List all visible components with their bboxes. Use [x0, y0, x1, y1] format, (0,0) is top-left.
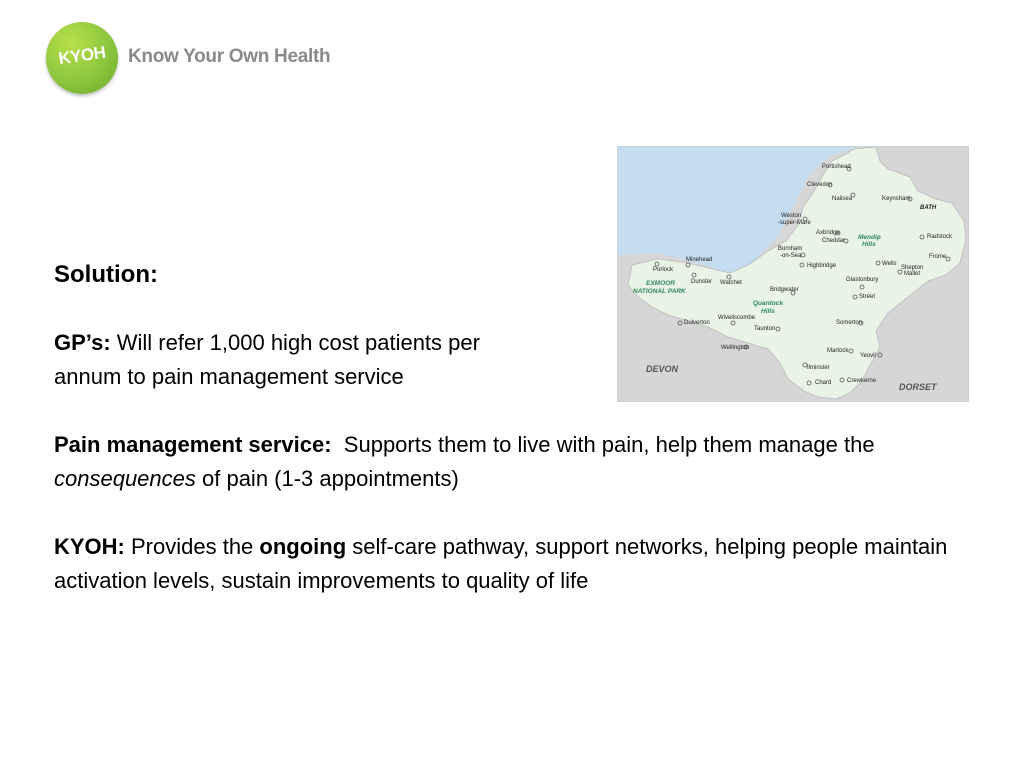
svg-text:Shepton: Shepton: [901, 265, 924, 271]
svg-text:Weston: Weston: [781, 213, 802, 219]
pain-service-paragraph: [54, 428, 954, 496]
pain-service-italic: consequences: [54, 466, 196, 491]
svg-text:Mendip: Mendip: [858, 234, 881, 241]
svg-text:Street: Street: [859, 294, 876, 300]
svg-text:Axbridge: Axbridge: [816, 230, 840, 236]
svg-text:Nailsea: Nailsea: [832, 196, 853, 202]
svg-text:Minehead: Minehead: [686, 257, 713, 263]
svg-text:Dulverton: Dulverton: [684, 320, 710, 326]
svg-text:Hills: Hills: [761, 308, 775, 315]
gps-text-line2: annum to pain management service: [54, 364, 404, 389]
pain-service-label: Pain management service:: [54, 432, 332, 457]
solution-heading: Solution:: [54, 261, 158, 288]
svg-text:DORSET: DORSET: [899, 382, 937, 392]
svg-text:Yeovil: Yeovil: [860, 353, 876, 359]
svg-text:Hills: Hills: [862, 241, 876, 248]
svg-text:Wellington: Wellington: [721, 345, 749, 351]
svg-text:Porlock: Porlock: [653, 267, 674, 273]
svg-text:NATIONAL PARK: NATIONAL PARK: [633, 288, 686, 295]
svg-text:Clevedon: Clevedon: [807, 182, 833, 188]
pain-service-text-end: of pain (1-3 appointments): [195, 466, 459, 491]
svg-text:Keynsham: Keynsham: [882, 196, 911, 202]
svg-text:Highbridge: Highbridge: [807, 263, 837, 269]
gps-paragraph: [54, 326, 574, 394]
logo-mark: KYOH: [57, 42, 107, 69]
gps-label: GP’s:: [54, 330, 111, 355]
svg-text:Radstock: Radstock: [927, 234, 953, 240]
svg-text:-super-Mare: -super-Mare: [778, 220, 811, 226]
svg-text:BATH: BATH: [920, 205, 937, 211]
svg-text:Crewkerne: Crewkerne: [847, 378, 877, 384]
gps-text-line1: Will refer 1,000 high cost patients per: [110, 330, 480, 355]
svg-text:Mallet: Mallet: [904, 271, 921, 277]
svg-text:Glastonbury: Glastonbury: [846, 277, 879, 283]
kyoh-text: Provides the: [124, 534, 260, 559]
pain-service-text: Supports them to live with pain, help them manage the: [331, 432, 881, 457]
svg-text:Quantock: Quantock: [753, 300, 783, 307]
svg-text:Cheddar: Cheddar: [822, 238, 846, 244]
kyoh-bold: ongoing: [259, 534, 347, 559]
svg-text:Wells: Wells: [882, 261, 897, 267]
svg-text:EXMOOR: EXMOOR: [646, 280, 675, 287]
svg-text:Wiveliscombe: Wiveliscombe: [718, 315, 756, 321]
svg-text:Burnham: Burnham: [778, 246, 803, 252]
svg-text:Chard: Chard: [815, 380, 832, 386]
logo-tagline: Know Your Own Health: [128, 46, 331, 67]
slide-content: [54, 258, 954, 632]
svg-text:Ilminster: Ilminster: [807, 365, 830, 371]
svg-text:Taunton: Taunton: [754, 326, 776, 332]
svg-text:Martock: Martock: [827, 348, 849, 354]
svg-text:Dunster: Dunster: [691, 279, 713, 285]
svg-text:Somerton: Somerton: [836, 320, 863, 326]
kyoh-logo: [46, 22, 346, 98]
svg-text:-on-Sea: -on-Sea: [780, 253, 802, 259]
svg-text:Portishead: Portishead: [822, 164, 851, 170]
svg-text:Frome: Frome: [929, 254, 947, 260]
svg-text:DEVON: DEVON: [646, 364, 679, 374]
kyoh-label: KYOH:: [54, 534, 125, 559]
kyoh-paragraph: [54, 530, 954, 598]
svg-text:Bridgwater: Bridgwater: [770, 287, 799, 293]
kyoh-text-end: self-care pathway, support networks, helping people maintain activation levels, sustain improvements to quality of life: [54, 534, 948, 593]
svg-text:Watchet: Watchet: [720, 280, 742, 286]
